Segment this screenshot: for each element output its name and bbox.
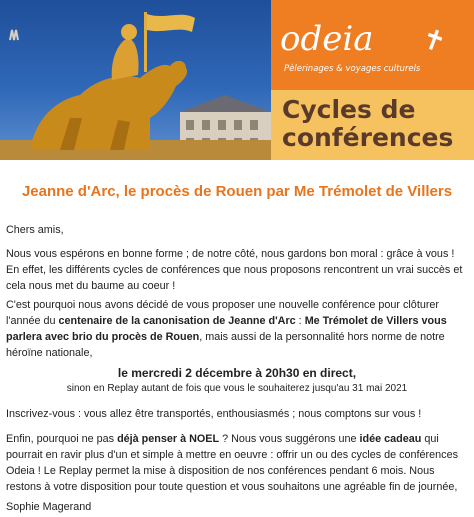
intro-paragraph: Nous vous espérons en bonne forme ; de notre côté, nous gardons bon moral : grâce à vous ! En effet, les différents cycles de conférences que nous proposons rencontrent un vrai succès et cela nous met du baume au coeur ! xyxy=(6,248,463,292)
date-prefix: le xyxy=(117,366,132,380)
gift-paragraph xyxy=(6,431,468,495)
header-banner xyxy=(0,0,474,160)
gift-text-3: qui pourrait en ravir plus d'un et simple à mettre en oeuvre : offrir un ou des cycles de conférences Odeia ! Le Replay permet la mise à disposition de nos conférences pendant 6 mois. Nous restons à votre disposition pour toute question et vous souhaitons une agréable fin de journée, xyxy=(6,433,458,493)
logo-tagline: Pèlerinages & voyages culturels xyxy=(284,64,421,74)
greeting: Chers amis, xyxy=(6,224,64,236)
joan-of-arc-statue-photo xyxy=(0,0,271,160)
announcement-text-3: , mais aussi de la personnalité hors norme de notre héroïne nationale, xyxy=(6,331,445,359)
page-title: Jeanne d'Arc, le procès de Rouen par Me Trémolet de Villers xyxy=(21,183,453,200)
odeia-logo: odeia xyxy=(280,19,374,59)
banner-title-line1: Cycles de xyxy=(282,95,416,124)
gift-text-2: ? Nous vous suggérons une xyxy=(219,433,360,445)
speaker-highlight: Me Trémolet de Villers vous parlera avec brio du procès de Rouen xyxy=(6,315,447,343)
replay-info: sinon en Replay autant de fois que vous le souhaiterez jusqu'au 31 mai 2021 xyxy=(66,383,408,394)
announcement-text-2: : xyxy=(295,315,305,327)
gift-text-1: Enfin, pourquoi ne pas xyxy=(6,433,118,445)
event-date xyxy=(6,365,468,381)
banner-title-line2: conférences xyxy=(282,123,454,152)
date-highlight: mercredi 2 décembre à 20h30 en direct xyxy=(131,366,353,380)
signature: Sophie Magerand xyxy=(6,501,92,513)
statue-illustration xyxy=(0,0,271,160)
announcement-text-1: C'est pourquoi nous avons décidé de vous proposer une nouvelle conférence pour clôturer l'année du xyxy=(6,299,440,327)
centenary-highlight: centenaire de la canonisation de Jeanne d'Arc xyxy=(58,315,296,327)
noel-highlight: déjà penser à NOEL xyxy=(117,433,220,445)
announcement-paragraph xyxy=(6,297,468,361)
date-suffix: , xyxy=(352,366,357,380)
cross-icon: ✝ xyxy=(417,20,451,61)
signup-paragraph: Inscrivez-vous : vous allez être transportés, enthousiasmés ; nous comptons sur vous ! xyxy=(6,408,422,420)
gift-idea-highlight: idée cadeau xyxy=(359,433,422,445)
